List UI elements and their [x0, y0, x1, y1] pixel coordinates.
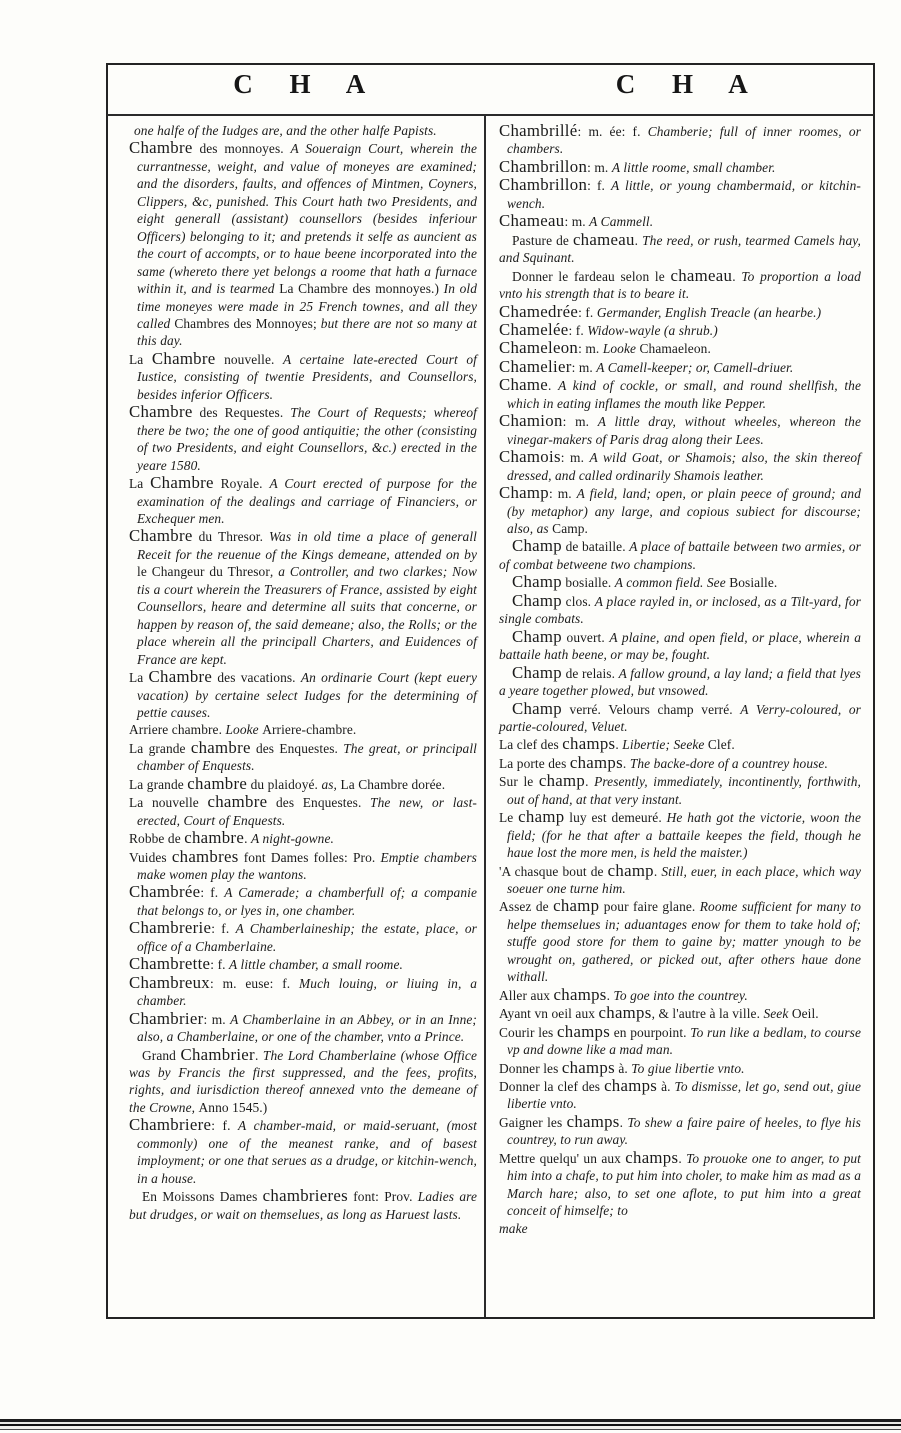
definition-text: as, — [321, 776, 341, 792]
definition-text: A plaine, and open field, or place, wherein a battaile hath beene, or may be, fought. — [499, 629, 862, 663]
dictionary-entry — [129, 1116, 477, 1187]
definition-text: A Chamberlaine in an Abbey, or in an Inne; also, a Chamberlaine, or one of the chamber, vnto a Prince. — [137, 1011, 477, 1045]
dictionary-entry — [129, 474, 477, 527]
phrase-text: Camp. — [552, 520, 589, 536]
phrase-text: : m. — [548, 486, 577, 502]
dictionary-entry — [499, 1113, 861, 1149]
dictionary-entry — [499, 158, 861, 176]
entry-headword: chameau — [572, 229, 635, 249]
entry-headword: Chambrerie — [129, 918, 212, 938]
phrase-text: Assez de — [499, 899, 554, 915]
entry-headword: Chambrillon — [499, 175, 588, 195]
entry-headword: Chambrillon — [499, 156, 588, 176]
dictionary-entry — [129, 883, 477, 919]
definition-text: A little roome, small chamber. — [611, 159, 776, 175]
entry-headword: Chambreux — [129, 972, 210, 992]
dictionary-entry — [499, 537, 861, 573]
dictionary-entry — [499, 339, 861, 357]
entry-headword: champ — [518, 807, 565, 827]
definition-text: A Cammell. — [589, 214, 654, 230]
definition-text: In old time moneyes were made in 25 French townes, and all they called — [137, 281, 477, 331]
dictionary-entry — [499, 573, 861, 591]
phrase-text: : m. euse: f. — [210, 975, 300, 991]
phrase-text: Grand — [142, 1047, 181, 1063]
definition-text: A Court erected of purpose for the examination of the dealings and carriage of Financiers, or Exchequer men. — [137, 476, 477, 526]
running-head-right: C H A — [615, 69, 763, 99]
phrase-text: En Moissons Dames — [142, 1189, 263, 1205]
phrase-text: luy est demeuré. — [564, 810, 667, 826]
definition-text: The Court of Requests; whereof there be two; the one of good antiquitie; the other (consisting of two Presidents, and eight Counsellors, &c.) erected in the yeare 1580. — [137, 405, 477, 473]
phrase-text: . — [615, 737, 623, 753]
entry-headword: Chambre — [151, 348, 216, 368]
phrase-text: de bataille. — [561, 539, 630, 555]
entry-headword: Chambriere — [129, 1115, 212, 1135]
catchword: make — [499, 1220, 528, 1236]
entry-headword: chambre — [187, 773, 248, 793]
phrase-text: font Dames folles: Pro. — [238, 849, 381, 865]
dictionary-entry — [499, 376, 861, 412]
dictionary-entry — [129, 122, 477, 139]
phrase-text: des monnoyes. — [192, 141, 291, 157]
dictionary-entry — [499, 1077, 861, 1113]
phrase-text: : f. — [200, 885, 225, 901]
phrase-text: Le — [499, 810, 519, 826]
phrase-text: . — [619, 1114, 628, 1130]
dictionary-entry — [499, 772, 861, 808]
phrase-text: : m. — [587, 159, 612, 175]
dictionary-entry — [129, 793, 477, 829]
entry-headword: Chamois — [499, 447, 561, 467]
definition-text: The backe-dore of a countrey house. — [629, 755, 828, 771]
dictionary-entry — [129, 1010, 477, 1046]
phrase-text: à. — [657, 1079, 675, 1095]
definition-text: A fallow ground, a lay land; a field that lyes a yeare together plowed, but vnsowed. — [499, 665, 861, 699]
entry-headword: champs — [561, 1057, 615, 1077]
entry-headword: champs — [562, 734, 616, 754]
entry-headword: Chambrillé — [499, 121, 578, 140]
definition-text: , a Controller, and two clarkes; Now tis a court wherein the Treasurers of France, assisted by eight Counsellors, heare and determine all suits that concerne, or happen by reason of, the said demeane; also, the Rolls; or the place wherein all the principall Charters, and Euidences of France are kept. — [137, 564, 477, 667]
phrase-text: de relais. — [561, 665, 619, 681]
phrase-text: font: Prov. — [347, 1189, 418, 1205]
entry-headword: Chameleon — [499, 338, 579, 358]
phrase-text: verré. Velours champ verré. — [561, 701, 741, 717]
phrase-text: à. — [614, 1060, 632, 1076]
entry-headword: champs — [569, 752, 623, 772]
phrase-text: La — [129, 476, 151, 492]
entry-headword: Champ — [512, 590, 562, 610]
dictionary-entry — [499, 808, 861, 861]
phrase-text: Aller aux — [499, 987, 554, 1003]
dictionary-entry — [499, 628, 861, 664]
phrase-text: : f. — [211, 921, 236, 937]
phrase-text: : m. — [564, 214, 590, 230]
definition-text: Seek — [763, 1006, 792, 1022]
phrase-text: : f. — [568, 322, 588, 338]
phrase-text: Pasture de — [512, 232, 573, 248]
dictionary-entry — [499, 448, 861, 484]
phrase-text: Mettre quelqu' un aux — [499, 1150, 626, 1166]
phrase-text: : m. — [203, 1011, 231, 1027]
entry-headword: Chameau — [499, 211, 565, 231]
entry-headword: chambre — [190, 737, 251, 757]
phrase-text: Ayant vn oeil aux — [499, 1006, 599, 1022]
phrase-text: : m. — [562, 414, 598, 430]
dictionary-entry — [499, 735, 861, 753]
column-right — [486, 116, 873, 1317]
phrase-text: Clef. — [707, 737, 735, 753]
phrase-text: . — [678, 1150, 687, 1166]
phrase-text: nouvelle. — [215, 351, 283, 367]
dictionary-entry — [499, 484, 861, 537]
entry-headword: Chambre — [150, 473, 214, 493]
entry-headword: Champ — [512, 662, 562, 682]
entry-headword: Chambrier — [129, 1008, 204, 1028]
phrase-text: . — [634, 232, 643, 248]
phrase-text: . — [653, 863, 662, 879]
phrase-text: Vuides — [129, 849, 172, 865]
entry-headword: chambre — [207, 792, 268, 812]
dictionary-entry — [499, 321, 861, 339]
phrase-text: . — [254, 1047, 263, 1063]
entry-headword: champ — [607, 860, 654, 880]
entry-headword: Chame — [499, 375, 549, 395]
dictionary-entry — [499, 862, 861, 898]
definition-text: A Soueraign Court, wherein the currantnesse, weight, and value of moneyes are examined; and the disorders, faults, and offences of Mintmen, Coyners, Clippers, &c, punished. This Court hath two Presidents, and eight generall (assistant) counsellors (besides inferiour Officers) belonging to it; and pretends it selfe as auncient as the court of accompts, or to haue beene incorporated into the same (whereto there yet belongs a roome that hath a furnace within it, and is tearmed — [137, 141, 477, 297]
entry-headword: Chamion — [499, 411, 563, 431]
phrase-text: du Thresor. — [192, 529, 270, 545]
phrase-text: Courir les — [499, 1024, 558, 1040]
definition-text: A little, or young chambermaid, or kitchin-wench. — [507, 178, 861, 211]
dictionary-entry — [129, 919, 477, 955]
entry-headword: Champ — [512, 536, 562, 556]
text-block — [108, 116, 873, 1317]
dictionary-entry — [499, 1023, 861, 1059]
phrase-text: : f. — [211, 1118, 239, 1134]
entry-headword: Chambrier — [180, 1044, 255, 1064]
dictionary-entry — [499, 358, 861, 376]
phrase-text: Robbe de — [129, 831, 185, 847]
phrase-text: , & l'autre à la ville. — [651, 1006, 764, 1022]
phrase-text: Gaigner les — [499, 1114, 567, 1130]
dictionary-entry — [499, 664, 861, 700]
definition-text: To dismisse, let go, send out, giue libertie vnto. — [507, 1079, 861, 1112]
phrase-text: La grande — [129, 776, 188, 792]
phrase-text: Bosialle. — [729, 575, 778, 591]
entry-headword: champs — [553, 984, 607, 1004]
phrase-text: Donner le fardeau selon le — [512, 268, 671, 284]
definition-text: but there are not so many at this day. — [137, 315, 477, 349]
phrase-text: : f. — [578, 304, 597, 320]
phrase-text: du plaidoyé. — [247, 776, 322, 792]
definition-text: An ordinarie Court (kept euery vacation) by certaine select Iudges for the determining of pettie causes. — [137, 670, 477, 720]
definition-text: A night-gowne. — [250, 831, 334, 847]
definition-text: Widow-wayle (a shrub.) — [587, 322, 718, 338]
entry-headword: Champ — [499, 483, 549, 503]
entry-headword: Chambre — [129, 526, 193, 546]
phrase-text: des Enquestes. — [250, 740, 344, 756]
entry-headword: Chambre — [129, 402, 193, 422]
dictionary-entry — [499, 176, 861, 212]
definition-text: A little dray, without wheeles, whereon the vinegar-makers of Paris drag along their Lees. — [507, 414, 861, 447]
phrase-text: La — [129, 670, 149, 686]
definition-text: A place rayled in, or inclosed, as a Tilt-yard, for single combats. — [499, 593, 861, 627]
dictionary-entry — [129, 1046, 477, 1117]
phrase-text: : m. — [578, 341, 603, 357]
phrase-text: des Requestes. — [192, 405, 291, 421]
phrase-text: La clef des — [499, 737, 563, 753]
phrase-text: : f. — [587, 178, 611, 194]
definition-text: The new, or last-erected, Court of Enquests. — [137, 795, 477, 828]
phrase-text: La — [129, 351, 152, 367]
definition-text: Ladies are but drudges, or wait on themselues, as long as Haruest lasts. — [129, 1189, 477, 1222]
definition-text: Emptie chambers make women play the wantons. — [137, 849, 477, 883]
phrase-text: La Chambre des monnoyes.) — [279, 281, 444, 297]
entry-headword: Champ — [512, 698, 562, 718]
definition-text: To goe into the countrey. — [613, 987, 748, 1003]
phrase-text: : m. — [560, 450, 590, 466]
dictionary-entry — [129, 1187, 477, 1223]
phrase-text: Anno 1545.) — [198, 1099, 268, 1115]
entry-headword: chambrieres — [262, 1186, 348, 1206]
definition-text: Germander, English Treacle (an hearbe.) — [596, 304, 822, 320]
entry-headword: Chambre — [129, 138, 193, 158]
phrase-text: . — [606, 987, 614, 1003]
definition-text: He hath got the victorie, woon the field; (for he that after a battaile keepes the field, though he haue lost the more men, is held the maister.) — [507, 810, 862, 861]
definition-text: A Chamberlaineship; the estate, place, or office of a Chamberlaine. — [137, 921, 477, 954]
dictionary-entry — [499, 1004, 861, 1022]
entry-headword: Champ — [512, 626, 562, 646]
entry-headword: Chamelier — [499, 356, 572, 376]
definition-text: Was in old time a place of generall Receit for the reuenue of the Kings demeane, attended on by — [137, 529, 477, 562]
entry-headword: chameau — [670, 265, 733, 285]
entry-headword: champ — [553, 896, 600, 916]
definition-text: A Camell-keeper; or, Camell-driuer. — [596, 359, 794, 375]
phrase-text: . — [622, 755, 630, 771]
phrase-text: clos. — [561, 593, 595, 609]
phrase-text: Chambres des Monnoyes; — [174, 315, 321, 331]
definition-text: Still, euer, in each place, which way soeuer one turne him. — [507, 863, 861, 897]
phrase-text: : m. — [571, 359, 597, 375]
entry-headword: champs — [557, 1021, 611, 1041]
dictionary-entry — [129, 848, 477, 884]
dictionary-entry — [499, 267, 861, 303]
column-left — [108, 116, 484, 1317]
dictionary-entry — [499, 700, 861, 736]
dictionary-entry — [499, 231, 861, 267]
phrase-text: La nouvelle — [129, 795, 208, 811]
phrase-text: . — [244, 831, 251, 847]
definition-text: A chamber-maid, or maid-seruant, (most commonly) one of the meanest ranke, and of basest imployment; or one that serues as a drudge, or kitchin-wench, in a house. — [137, 1118, 477, 1186]
dictionary-entry — [129, 829, 477, 847]
definition-text: Much louing, or liuing in, a chamber. — [137, 975, 477, 1009]
entry-headword: Chambrée — [129, 882, 201, 902]
phrase-text: bosialle. — [561, 575, 615, 591]
phrase-text: La grande — [129, 740, 191, 756]
entry-headword: champs — [604, 1076, 658, 1096]
phrase-text: 'A chasque bout de — [499, 863, 608, 879]
phrase-text: en pourpoint. — [610, 1024, 691, 1040]
phrase-text: pour faire glane. — [599, 899, 700, 915]
definition-text: Looke — [225, 722, 263, 738]
phrase-text: Oeil. — [791, 1006, 819, 1022]
dictionary-entry — [499, 122, 861, 158]
page-border-frame — [106, 63, 875, 1319]
running-head-row — [108, 69, 873, 100]
definition-text: To giue libertie vnto. — [631, 1060, 745, 1076]
definition-text: A field, land; open, or plain peece of ground; and (by metaphor) any large, and copious subiect for discourse; also, as — [507, 486, 861, 536]
definition-text: A wild Goat, or Shamois; also, the skin thereof dressed, and called ordinarily Shamois leather. — [507, 450, 861, 483]
definition-text: A Camerade; a chamberfull of; a companie that belongs to, or lyes in, one chamber. — [137, 885, 477, 918]
definition-text: Roome sufficient for many to helpe themselues in; aduantages enow for them to take hold of; stuffe good store for them to gaine by; matter ynough to be wrought on, gathered, or picked out, after others haue done withall. — [507, 899, 861, 985]
definition-text: The reed, or rush, tearmed Camels hay, and Squinant. — [499, 232, 861, 266]
phrase-text: des Enquestes. — [267, 795, 371, 811]
entry-headword: champ — [538, 771, 586, 791]
dictionary-entry — [499, 1059, 861, 1077]
phrase-text: ouvert. — [561, 629, 610, 645]
definition-text: To shew a faire paire of heeles, to flye his countrey, to run away. — [507, 1114, 861, 1148]
definition-text: To prouoke one to anger, to put him into a chafe, to put him into choler, to make him as mad as a March hare; also, to set one aflote, to put him into a great conceit of himselfe; to — [507, 1150, 861, 1219]
phrase-text: Sur le — [499, 774, 539, 790]
definition-text: A Verry-coloured, or partie-coloured, Veluet. — [499, 701, 861, 734]
phrase-text: . — [548, 378, 559, 394]
dictionary-entry — [499, 412, 861, 448]
dictionary-entry — [129, 974, 477, 1010]
definition-text: A certaine late-erected Court of Iustice, consisting of twentie Presidents, and Counsellors, besides inferior Officers. — [137, 351, 477, 402]
entry-headword: chambres — [171, 846, 239, 866]
entry-headword: Champ — [512, 572, 562, 592]
phrase-text: La porte des — [499, 755, 570, 771]
definition-text: To proportion a load vnto his strength that is to beare it. — [499, 268, 861, 302]
dictionary-entry — [129, 350, 477, 403]
entry-headword: champs — [598, 1003, 652, 1023]
dictionary-entry — [499, 303, 861, 321]
phrase-text: . — [585, 774, 595, 790]
definition-text: A kind of cockle, or small, and round shellfish, the which in eating inflames the mouth like Pepper. — [507, 378, 861, 411]
definition-text: The Lord Chamberlaine (whose Office was by Francis the first suppressed, and the fees, profits, rights, and iurisdiction thereof annexed vnto the demeane of the Crowne, — [129, 1047, 477, 1115]
dictionary-entry — [499, 592, 861, 628]
definition-text: A little chamber, a small roome. — [229, 957, 403, 973]
dictionary-entry — [129, 739, 477, 775]
entry-headword: champs — [566, 1111, 620, 1131]
definition-text: A place of battaile between two armies, or of combat betweene two champions. — [499, 539, 861, 572]
dictionary-entry — [129, 955, 477, 973]
dictionary-entry — [499, 1149, 861, 1220]
dictionary-entry — [129, 668, 477, 721]
dictionary-entry — [129, 721, 477, 738]
running-head-left: C H A — [233, 69, 381, 99]
phrase-text: : f. — [210, 957, 230, 973]
phrase-text: Arriere-chambre. — [262, 722, 357, 738]
entry-headword: Chambre — [148, 667, 213, 687]
definition-text: To run like a bedlam, to course vp and downe like a mad man. — [507, 1024, 861, 1058]
entry-headword: Chamedrée — [499, 301, 579, 321]
phrase-text: . — [732, 268, 742, 284]
dictionary-entry — [499, 212, 861, 230]
entry-headword: chambre — [184, 828, 245, 848]
entry-headword: Chambrette — [129, 954, 211, 974]
dictionary-entry — [129, 139, 477, 349]
dictionary-entry — [499, 986, 861, 1004]
phrase-text: des vacations. — [212, 670, 301, 686]
dictionary-entry — [129, 403, 477, 474]
definition-text: Libertie; Seeke — [622, 737, 708, 753]
dictionary-entry — [499, 897, 861, 985]
dictionary-entry — [129, 775, 477, 793]
phrase-text: Royale. — [213, 476, 270, 492]
phrase-text: Donner la clef des — [499, 1079, 605, 1095]
definition-text: Chamberie; full of inner roomes, or chambers. — [507, 124, 861, 157]
definition-text: The great, or principall chamber of Enquests. — [137, 740, 477, 774]
phrase-text: Donner les — [499, 1060, 562, 1076]
phrase-text: Arriere chambre. — [129, 722, 226, 738]
phrase-text: : m. ée: f. — [577, 124, 648, 139]
definition-text: one halfe of the Iudges are, and the other halfe Papists. — [134, 123, 437, 138]
book-edge-shadow — [0, 1417, 901, 1433]
dictionary-entry — [499, 754, 861, 772]
definition-text: Presently, immediately, incontinently, forthwith, out of hand, at that very instant. — [507, 774, 861, 807]
definition-text: Looke — [602, 341, 640, 357]
entry-headword: Chamelée — [499, 319, 569, 339]
entry-headword: champs — [625, 1147, 679, 1167]
definition-text: A common field. See — [614, 575, 730, 591]
dictionary-entry — [129, 527, 477, 668]
phrase-text: Chamaeleon. — [639, 341, 711, 357]
phrase-text: le Changeur du Thresor — [137, 564, 270, 580]
phrase-text: La Chambre dorée. — [340, 776, 446, 792]
